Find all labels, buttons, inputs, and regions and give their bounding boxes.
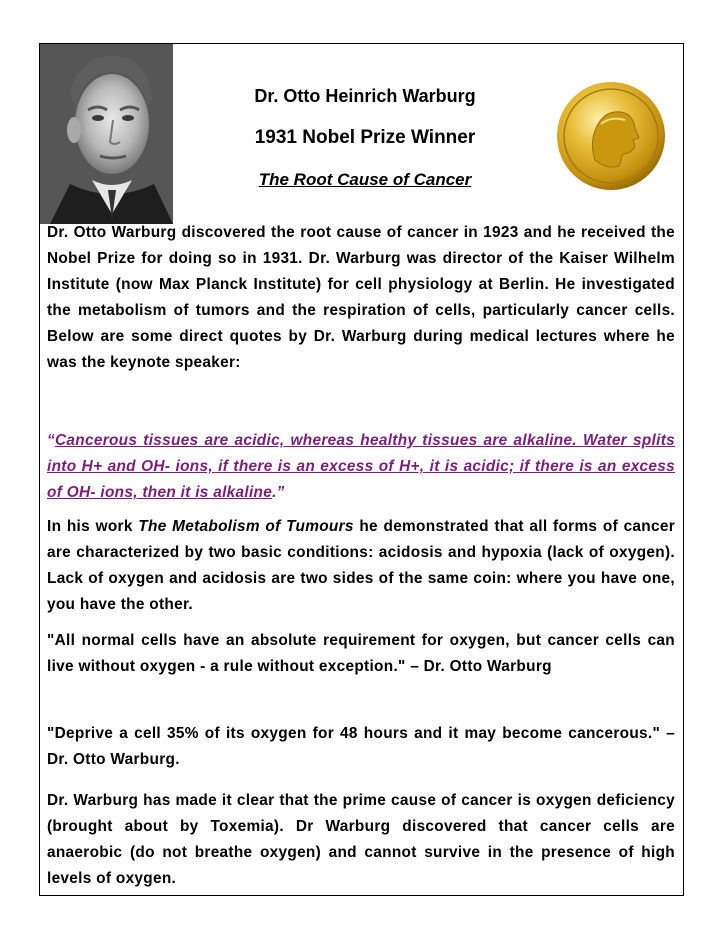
intro-paragraph: Dr. Otto Warburg discovered the root cause of cancer in 1923 and he received the Nobel Prize for doing so in 1931. Dr. Warburg was director of the Kaiser Wilhelm Institute (now Max Planck Institute) for cell physiology at Berlin. He investigated the metabolism of tumors and the respiration of cells, particularly cancer cells. Below are some direct quotes by Dr. Warburg during medical lectures where he was the keynote speaker: — [47, 224, 675, 371]
work-title: The Metabolism of Tumours — [138, 518, 354, 535]
page-title: Dr. Otto Heinrich Warburg — [254, 86, 476, 106]
oxygen-quote-paragraph: "All normal cells have an absolute requirement for oxygen, but cancer cells can live without oxygen - a rule without exception." – Dr. Otto Warburg — [47, 632, 675, 675]
nobel-medal-icon — [555, 80, 667, 192]
work-body-text: he demonstrated that all forms of cancer are characterized by two basic conditions: acidosis and hypoxia (lack of oxygen). Lack of oxygen and acidosis are two sides of the same coin: where you have one, you have the other. — [47, 518, 676, 613]
quote-close-mark: .” — [272, 484, 285, 501]
alkaline-quote-text: Cancerous tissues are acidic, whereas healthy tissues are alkaline. Water splits into H+ and OH- ions, if there is an excess of H+, it is acidic; if there is an excess of OH- ions, then it is alkaline — [47, 432, 675, 501]
deprive-quote-paragraph: "Deprive a cell 35% of its oxygen for 48 hours and it may become cancerous." – Dr. Otto Warburg. — [47, 725, 675, 768]
alkaline-quote-paragraph — [47, 428, 675, 506]
portrait-photo — [40, 44, 173, 224]
metabolism-paragraph — [47, 514, 675, 618]
quote-open-mark: “ — [47, 432, 55, 449]
subtitle: The Root Cause of Cancer — [258, 170, 472, 189]
award-heading: 1931 Nobel Prize Winner — [254, 127, 476, 148]
work-intro-text: In his work — [47, 518, 139, 535]
closing-paragraph: Dr. Warburg has made it clear that the prime cause of cancer is oxygen deficiency (brought about by Toxemia). Dr Warburg discovered that cancer cells are anaerobic (do not breathe oxygen) and cannot survive in the presence of high levels of oxygen. — [47, 792, 675, 887]
